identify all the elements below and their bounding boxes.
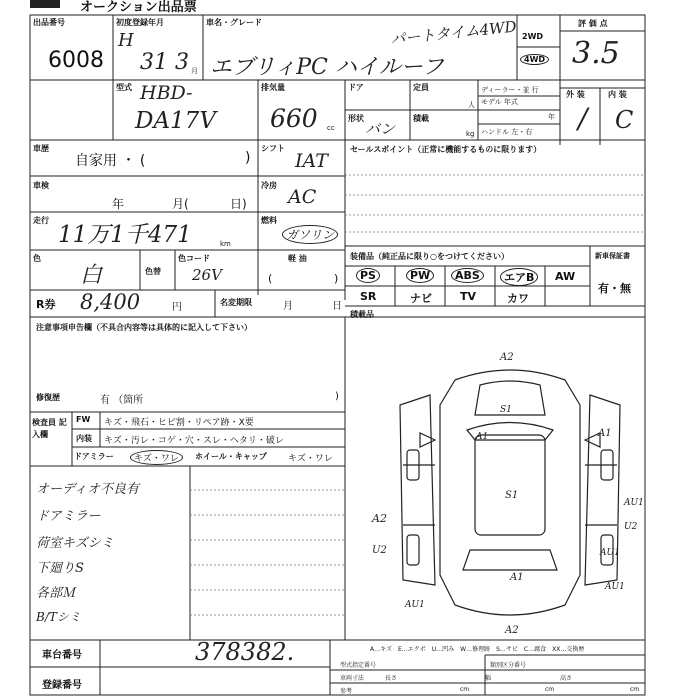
ref-label: 参考 <box>340 688 353 695</box>
registration-label: 登録番号 <box>42 680 82 691</box>
mark-12: A2 <box>505 625 519 636</box>
exterior-val: / <box>578 102 588 135</box>
grade: パートタイム4WD <box>389 17 518 49</box>
dimensions-label: 車両寸法 <box>340 675 365 682</box>
yen-unit: 円 <box>172 302 182 313</box>
lot-no-label: 出品番号 <box>33 18 65 27</box>
notes-label: 注意事項申告欄（不具合内容等は具体的に記入して下さい） <box>36 323 252 332</box>
type-designation-label: 型式指定番号 <box>340 662 377 669</box>
mark-7: A1 <box>510 572 524 583</box>
lot-no: 6008 <box>48 48 104 73</box>
interior-label: 内 装 <box>608 90 627 99</box>
chassis-label: 車台番号 <box>42 650 82 661</box>
fuel-label: 燃料 <box>261 216 277 225</box>
name-label: 車名・グレード <box>206 18 262 27</box>
shift-label: シフト <box>261 144 285 153</box>
repair-label: 修復歴 <box>36 393 60 402</box>
shape: バン <box>365 120 396 138</box>
car-name: エブリィPC ハイルーフ <box>210 55 444 80</box>
usage-close: ) <box>245 150 251 166</box>
stored-label: 積載品 <box>350 310 374 319</box>
transfer-close: ) <box>334 272 339 285</box>
note-6: B/Tシミ <box>36 610 81 624</box>
deadline-day: 日 <box>332 301 342 312</box>
displacement-label: 排気量 <box>261 83 285 92</box>
note-1: オーディオ不良有 <box>36 482 139 497</box>
sales-label: セールスポイント（正常に機能するものに限ります） <box>350 145 542 154</box>
mark-9: U2 <box>624 522 638 532</box>
mark-2: A1 <box>598 428 612 439</box>
color: 白 <box>80 263 103 288</box>
cm-unit-3: cm <box>630 686 640 693</box>
era: H <box>118 30 134 51</box>
equip-airbag: エアB <box>500 268 538 286</box>
capacity-label: 定員 <box>413 83 429 92</box>
equip-navi: ナビ <box>410 292 432 305</box>
handle-label: ハンドル 左・右 <box>481 128 533 136</box>
note-3: 荷室キズシミ <box>36 536 114 551</box>
insp-row3-tag2: ホイール・キャップ <box>195 452 267 461</box>
note-2: ドアミラー <box>36 509 101 524</box>
insp-row2-items: キズ・汚レ・コゲ・穴・スレ・ヘタリ・破レ <box>104 436 284 446</box>
cm-unit-1: cm <box>460 686 470 693</box>
insp-row1-items: キズ・飛石・ヒビ割・リペア跡・X要 <box>104 418 254 428</box>
mark-1: A2 <box>500 352 514 363</box>
cc-unit: cc <box>327 124 335 132</box>
color-label: 色 <box>33 254 41 263</box>
mark-4: S1 <box>505 490 519 501</box>
km-unit: km <box>220 240 231 248</box>
mileage-label: 走行 <box>33 216 49 225</box>
category-label: 類別区分番号 <box>490 662 527 669</box>
month-unit: 月 <box>191 67 198 75</box>
chassis-value: 378382. <box>195 638 295 666</box>
mark-14: AU1 <box>600 548 620 558</box>
reg-year: 31 <box>140 50 168 75</box>
model-a: HBD- <box>140 82 193 104</box>
cm-unit-2: cm <box>545 686 555 693</box>
repair-close: ) <box>335 391 339 402</box>
drive-4wd: 4WD <box>520 54 549 65</box>
equip-ps: PS <box>356 268 380 283</box>
color-code-label: 色コード <box>178 254 210 263</box>
width-label: 幅 <box>485 675 492 682</box>
inspection-label: 車検 <box>33 181 49 190</box>
model-label: 型式 <box>116 83 132 92</box>
warranty-label: 新車保証書 <box>595 252 630 260</box>
equip-tv: TV <box>460 290 477 303</box>
insp-row3-tag: ドアミラー <box>74 452 114 461</box>
deadline-month: 月 <box>283 301 293 312</box>
reg-month: 3 <box>175 50 189 75</box>
score: 3.5 <box>572 36 620 71</box>
dealer-label: ディーラー・並 行 <box>481 86 539 94</box>
equip-aw: AW <box>555 270 576 283</box>
insp-year: 年 <box>112 197 125 211</box>
load-label: 積載 <box>413 114 429 123</box>
transfer-open: ( <box>268 272 273 285</box>
model-year-label: モデル 年式 <box>481 98 518 106</box>
equipment-label: 装備品（純正品に限り○をつけてください） <box>350 252 509 261</box>
color-change-label: 色替 <box>145 267 161 276</box>
model-b: DA17V <box>135 108 216 134</box>
usage-label: 車歴 <box>33 144 49 153</box>
mark-11: AU1 <box>605 582 625 592</box>
exterior-label: 外 装 <box>566 90 585 99</box>
persons-unit: 人 <box>468 101 475 109</box>
mark-10: AU1 <box>405 600 425 610</box>
equip-leather: カワ <box>507 292 529 305</box>
shift: IAT <box>295 150 328 172</box>
equip-pw: PW <box>406 268 434 283</box>
displacement: 660 <box>270 104 318 133</box>
note-5: 各部Ｍ <box>36 586 76 601</box>
transfer-label: 軽 油 <box>288 254 307 263</box>
door-label: ドア <box>348 83 364 92</box>
header-title: オークション出品票 <box>80 0 197 15</box>
insp-row3-items: キズ・ワレ <box>130 450 183 465</box>
mark-13: A1 <box>476 432 489 442</box>
insp-row1-tag: FW <box>76 415 91 424</box>
note-4: 下廻りS <box>36 561 84 576</box>
insp-day: 日) <box>230 197 247 211</box>
equip-sr: SR <box>360 290 377 303</box>
interior-val: C <box>615 106 634 134</box>
usage: 自家用 ・ ( <box>75 153 146 169</box>
mark-8: AU1 <box>624 498 644 508</box>
mileage: 11万1千471 <box>58 222 192 248</box>
mark-3: S1 <box>500 405 512 415</box>
year-unit: 年 <box>548 113 555 121</box>
recycle: 8,400 <box>80 290 141 314</box>
repair-value: 有 （箇所 <box>100 395 144 406</box>
mark-5: A2 <box>372 512 387 525</box>
ac-label: 冷房 <box>261 181 277 190</box>
height-label: 高さ <box>560 675 573 682</box>
first-reg-label: 初度登録年月 <box>116 18 164 27</box>
damage-legend: A…キズ E…エクボ U…凹み W…修理跡 S…サビ C…腐食 XX…交換歴 <box>370 646 585 653</box>
shape-label: 形状 <box>348 114 364 123</box>
score-label: 評 価 点 <box>578 19 608 28</box>
equip-abs: ABS <box>451 268 484 283</box>
insp-row3-items2: キズ・ワレ <box>288 454 333 464</box>
fuel: ガソリン <box>282 225 338 244</box>
warranty-value: 有・無 <box>598 282 631 295</box>
header-bar <box>30 0 60 8</box>
insp-row2-tag: 内装 <box>76 434 92 443</box>
ac: AC <box>288 186 317 208</box>
length-label: 長さ <box>385 675 398 682</box>
recycle-label: R券 <box>36 298 56 311</box>
kg-unit: kg <box>466 130 475 138</box>
inspector-label: 検査員 記入欄 <box>32 418 67 439</box>
insp-month: 月( <box>172 197 189 211</box>
mark-6: U2 <box>372 545 387 556</box>
transfer-deadline-label: 名変期限 <box>220 298 252 307</box>
color-code: 26V <box>192 266 222 284</box>
drive-2wd: 2WD <box>522 32 544 41</box>
